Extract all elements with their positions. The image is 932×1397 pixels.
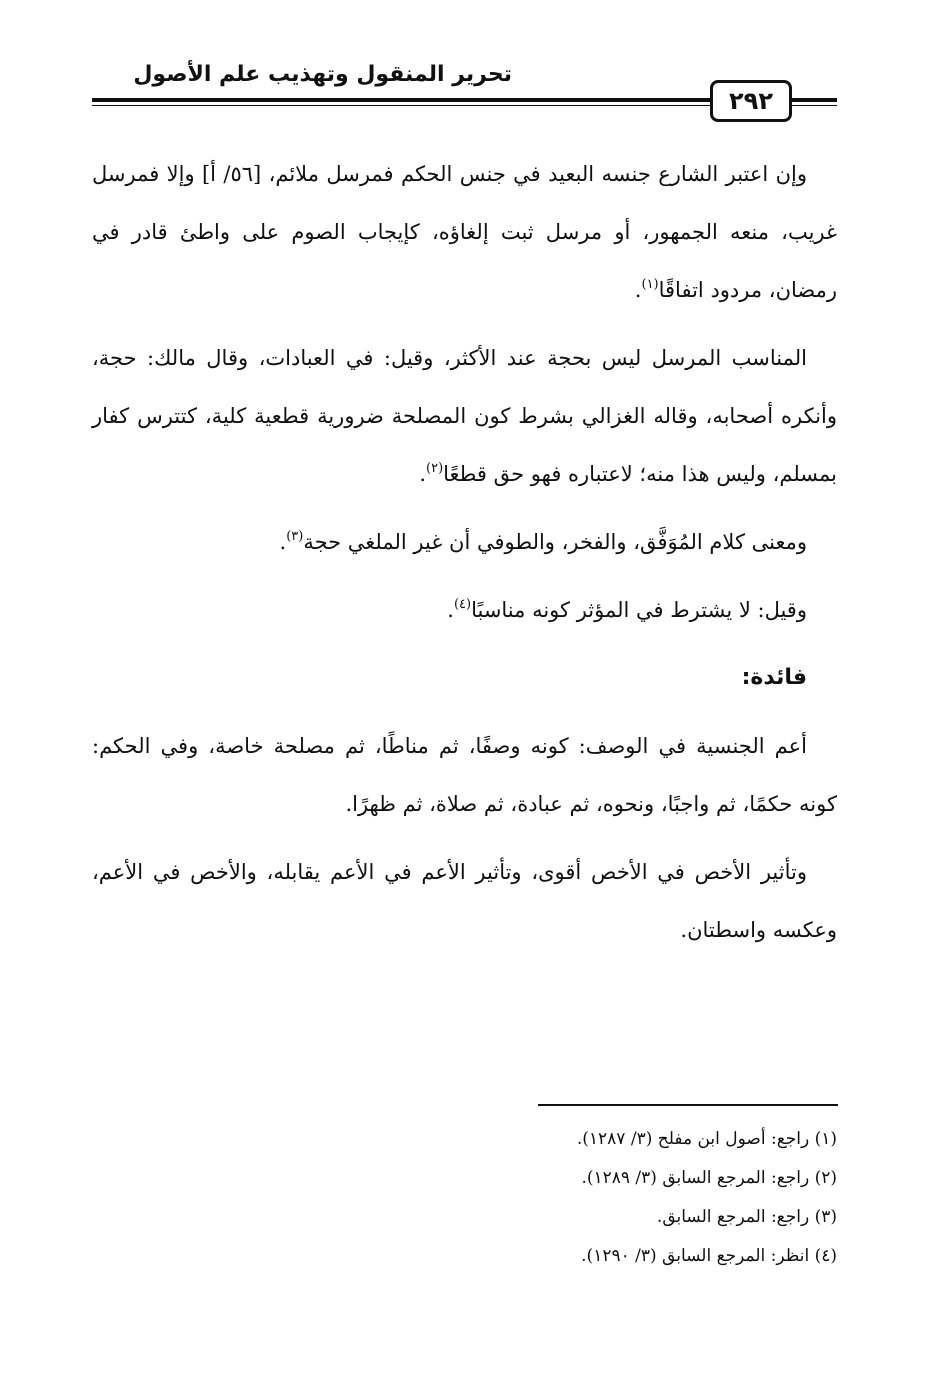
page-number: ٢٩٢ xyxy=(710,80,792,122)
paragraph-5: أعم الجنسية في الوصف: كونه وصفًا، ثم مناطًا، ثم مصلحة خاصة، وفي الحكم: كونه حكمًا، ثم واجبًا، ونحوه، ثم عبادة، ثم صلاة، ثم ظهرًا. xyxy=(92,734,837,816)
footnote-2: (٢) راجع: المرجع السابق (٣/ ١٢٨٩). xyxy=(581,1168,837,1188)
paragraph-4-end: . xyxy=(447,598,454,622)
footnote-3: (٣) راجع: المرجع السابق. xyxy=(656,1207,837,1227)
footnotes xyxy=(92,1120,837,1276)
footnote-4: (٤) انظر: المرجع السابق (٣/ ١٢٩٠). xyxy=(581,1246,837,1266)
paragraph-3 xyxy=(92,513,837,571)
page-header xyxy=(92,58,837,118)
footnote-1: (١) راجع: أصول ابن مفلح (٣/ ١٢٨٧). xyxy=(576,1129,837,1149)
paragraph-3-text: ومعنى كلام المُوَفَّق، والفخر، والطوفي أن غير الملغي حجة xyxy=(303,530,807,554)
paragraph-1 xyxy=(92,145,837,319)
main-text xyxy=(92,145,837,969)
footnote-separator xyxy=(538,1104,838,1106)
paragraph-1-text: وإن اعتبر الشارع جنسه البعيد في جنس الحكم فمرسل ملائم، [٥٦/ أ] وإلا فمرسل غريب، منعه الجمهور، أو مرسل ثبت إلغاؤه، كإيجاب الصوم على واطئ قادر في رمضان، مردود اتفاقًا xyxy=(92,162,837,302)
paragraph-2-text: المناسب المرسل ليس بحجة عند الأكثر، وقيل: في العبادات، وقال مالك: حجة، وأنكره أصحابه، وقاله الغزالي بشرط كون المصلحة ضرورية قطعية كلية، كتترس كفار بمسلم، وليس هذا منه؛ لاعتباره فهو حق قطعًا xyxy=(92,346,837,486)
footnote-ref-1: (١) xyxy=(641,277,659,292)
paragraph-2-end: . xyxy=(419,462,427,486)
paragraph-4 xyxy=(92,581,837,639)
paragraph-6: وتأثير الأخص في الأخص أقوى، وتأثير الأعم في الأعم يقابله، والأخص في الأعم، وعكسه واسطتان. xyxy=(92,860,837,942)
footnote-ref-3: (٣) xyxy=(286,529,304,544)
paragraph-4-text: وقيل: لا يشترط في المؤثر كونه مناسبًا xyxy=(471,598,807,622)
footnote-ref-4: (٤) xyxy=(453,597,472,612)
section-heading: فائدة: xyxy=(741,665,807,690)
footnote-ref-2: (٢) xyxy=(426,461,444,476)
paragraph-3-end: . xyxy=(279,530,287,554)
running-title: تحرير المنقول وتهذيب علم الأصول xyxy=(133,62,512,87)
paragraph-1-end: . xyxy=(634,278,642,302)
paragraph-2 xyxy=(92,329,837,503)
